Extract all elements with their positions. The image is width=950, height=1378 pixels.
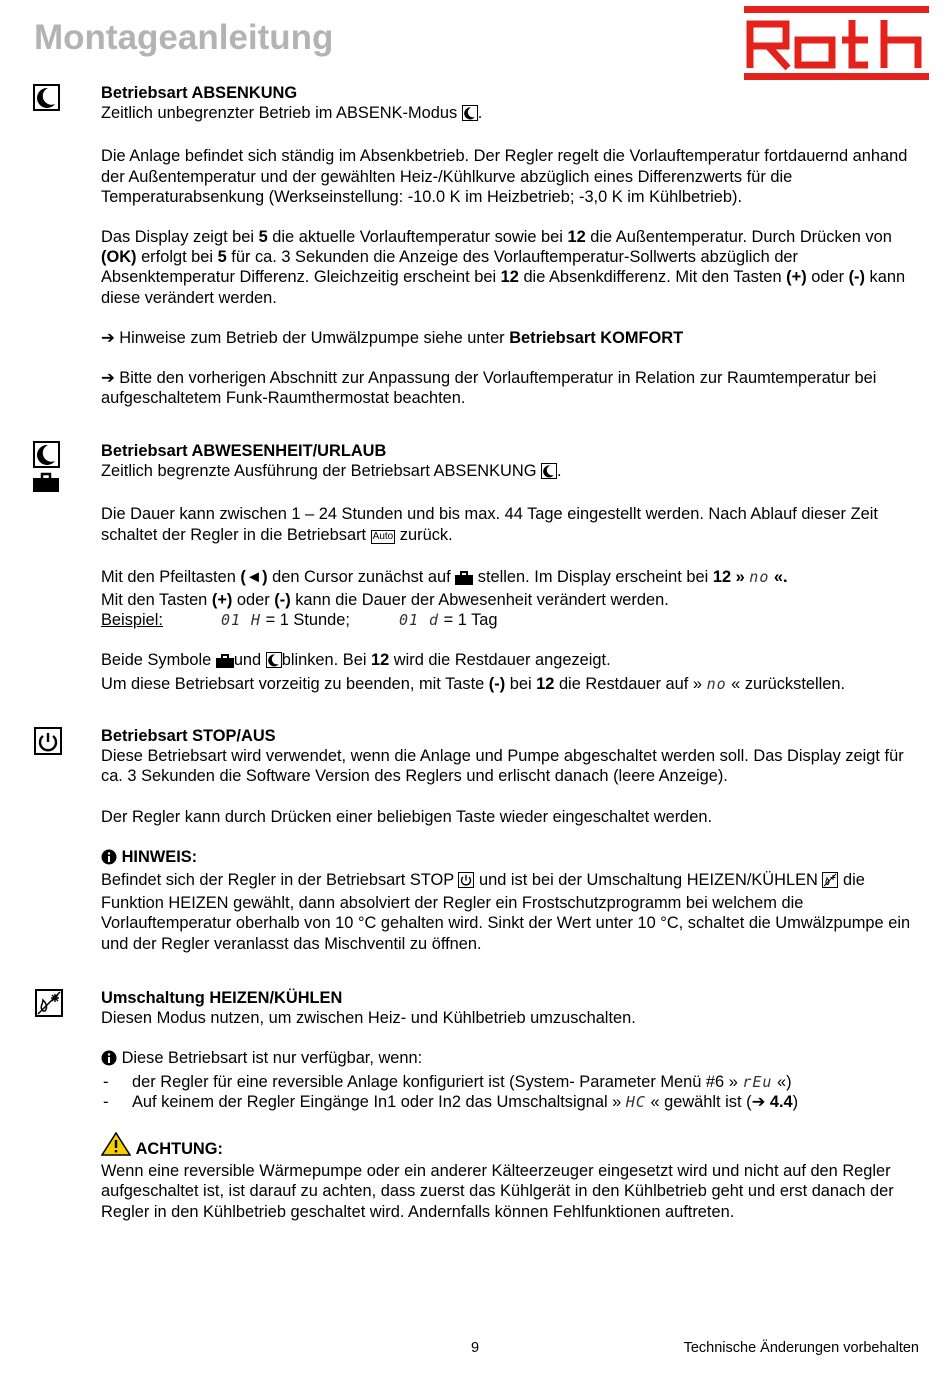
power-icon [458, 872, 474, 893]
section-heading: Umschaltung HEIZEN/KÜHLEN [101, 989, 343, 1007]
hinweis-heading: HINWEIS: [101, 847, 921, 870]
section-umschaltung [101, 988, 921, 1222]
moon-icon [33, 441, 60, 473]
section-subtitle: Zeitlich begrenzte Ausführung der Betriebsart ABSENKUNG . [101, 461, 921, 484]
paragraph: Die Dauer kann zwischen 1 – 24 Stunden und bis max. 44 Tage eingestellt werden. Nach Ablauf dieser Zeit schaltet der Regler in die Betriebsart Auto zurück. [101, 505, 878, 544]
text-run: die Außentemperatur. Durch Drücken von [585, 228, 892, 247]
page-title: Montageanleitung [34, 18, 334, 57]
warning-icon [101, 1132, 131, 1161]
paragraph-duration: Mit den Tasten (+) oder (-) kann die Dauer der Abwesenheit verändert werden. [101, 591, 669, 610]
arrow-right-icon: ➔ [101, 328, 115, 347]
warning-text: Wenn eine reversible Wärmepumpe oder ein anderer Kälteerzeuger eingesetzt wird und nicht auf den Regler aufgeschaltet ist, ist darauf zu achten, dass zuerst das Kühlgerät in den Kühlbetrieb geht und erst danach der Regler in den Kühlbetrieb geschaltet wird. Andernfalls können Fehlfunktionen auftreten. [101, 1162, 894, 1221]
info-icon [101, 849, 117, 870]
text-run: kann diese verändert werden. [101, 268, 906, 307]
text-run: 5 [217, 248, 227, 267]
section-heading: Betriebsart ABSENKUNG [101, 84, 298, 102]
moon-icon [33, 84, 60, 116]
power-icon [34, 727, 62, 760]
list-item: - Auf keinem der Regler Eingänge In1 oder In2 das Umschaltsignal » HC « gewählt ist (➔ 4.4) [103, 1092, 799, 1111]
auto-mode-icon: Auto [372, 530, 394, 542]
text-run: 12 [567, 228, 586, 247]
arrow-right-icon: ➔ [101, 369, 115, 388]
text-run: die aktuelle Vorlauftemperatur sowie bei [267, 228, 568, 247]
suitcase-icon [216, 653, 234, 673]
section-heading: Betriebsart STOP/AUS [101, 727, 276, 745]
heat-cool-icon [822, 872, 838, 893]
info-icon [101, 1050, 117, 1071]
text-run: für ca. 3 Sekunden die Anzeige des Vorlauftemperatur-Sollwerts abzüglich der Absenktemperatur Differenz. Gleichzeitig erscheint bei [101, 248, 799, 287]
example-row: Beispiel: 01 H = 1 Stunde; 01 d = 1 Tag [101, 611, 498, 630]
paragraph: Der Regler kann durch Drücken einer beliebigen Taste wieder eingeschaltet werden. [101, 807, 713, 826]
section-absenkung [101, 83, 921, 408]
text-run: (-) [848, 268, 865, 287]
paragraph-blink: Beide Symbole und blinken. Bei 12 wird die Restdauer angezeigt. [101, 650, 921, 673]
page-number: 9 [471, 1340, 480, 1356]
text-run: (OK) [101, 248, 137, 267]
suitcase-icon [455, 570, 473, 590]
paragraph-display [101, 227, 921, 308]
paragraph-end: Um diese Betriebsart vorzeitig zu beenden, mit Taste (-) bei 12 die Restdauer auf » no « zurückstellen. [101, 674, 846, 693]
moon-icon [462, 105, 478, 126]
paragraph: Die Anlage befindet sich ständig im Absenkbetrieb. Der Regler regelt die Vorlauftemperatur fortdauernd anhand der Außentemperatur und der gewählten Heiz-/Kühlkurve abzüglich eines Differenzwerts für die Temperaturabsenkung (Werkseinstellung: -10.0 K im Heizbetrieb; -3,0 K im Kühlbetrieb). [101, 147, 908, 206]
list-item: - der Regler für eine reversible Anlage konfiguriert ist (System- Parameter Menü #6 » rEu «) [103, 1072, 792, 1091]
text-run: (+) [786, 268, 807, 287]
text-run: 5 [258, 228, 268, 247]
note-room-thermostat: ➔ Bitte den vorherigen Abschnitt zur Anpassung der Vorlauftemperatur in Relation zur Raumtemperatur bei aufgeschaltetem Funk-Raumthermostat beachten. [101, 369, 877, 408]
footer-note: Technische Änderungen vorbehalten [683, 1340, 919, 1356]
achtung-heading: ACHTUNG: [101, 1132, 921, 1161]
text-run: 12 [500, 268, 519, 287]
paragraph: Diesen Modus nutzen, um zwischen Heiz- und Kühlbetrieb umzuschalten. [101, 1009, 636, 1028]
arrow-right-icon: ➔ [751, 1092, 766, 1111]
moon-icon [541, 463, 557, 484]
heat-cool-icon [35, 989, 63, 1022]
section-heading: Betriebsart ABWESENHEIT/URLAUB [101, 442, 387, 460]
section-abwesenheit [101, 441, 921, 694]
text-run: Das Display zeigt bei [101, 228, 259, 247]
section-subtitle: Zeitlich unbegrenzter Betrieb im ABSENK-Modus . [101, 103, 921, 126]
paragraph: Diese Betriebsart wird verwendet, wenn die Anlage und Pumpe abgeschaltet werden soll. Das Display zeigt für ca. 3 Sekunden die Software Version des Reglers und erlischt danach (leere Anzeige). [101, 747, 904, 786]
text-run: die Absenkdifferenz. Mit den Tasten [518, 268, 787, 287]
roth-logo [744, 6, 929, 85]
suitcase-icon [33, 472, 59, 497]
note-pump: ➔ Hinweise zum Betrieb der Umwälzpumpe siehe unter Betriebsart KOMFORT [101, 328, 684, 347]
moon-icon [266, 652, 282, 673]
text-run: erfolgt bei [136, 248, 218, 267]
text-run: oder [806, 268, 849, 287]
section-stop [101, 726, 921, 954]
paragraph-cursor: Mit den Pfeiltasten (◄) den Cursor zunächst auf stellen. Im Display erscheint bei 12 » no «. [101, 567, 921, 590]
availability-note: Diese Betriebsart ist nur verfügbar, wenn: [101, 1048, 921, 1071]
hinweis-text: Befindet sich der Regler in der Betriebsart STOP und ist bei der Umschaltung HEIZEN/KÜHLEN die Funktion HEIZEN gewählt, dann absolviert der Regler ein Frostschutzprogramm bei welchem die Vorlauftemperatur oberhalb von 10 °C gehalten wird. Sinkt der Wert unter 10 °C, schaltet die Umwälzpumpe ein und der Regler veranlasst das Mischventil zu öffnen. [101, 871, 911, 953]
